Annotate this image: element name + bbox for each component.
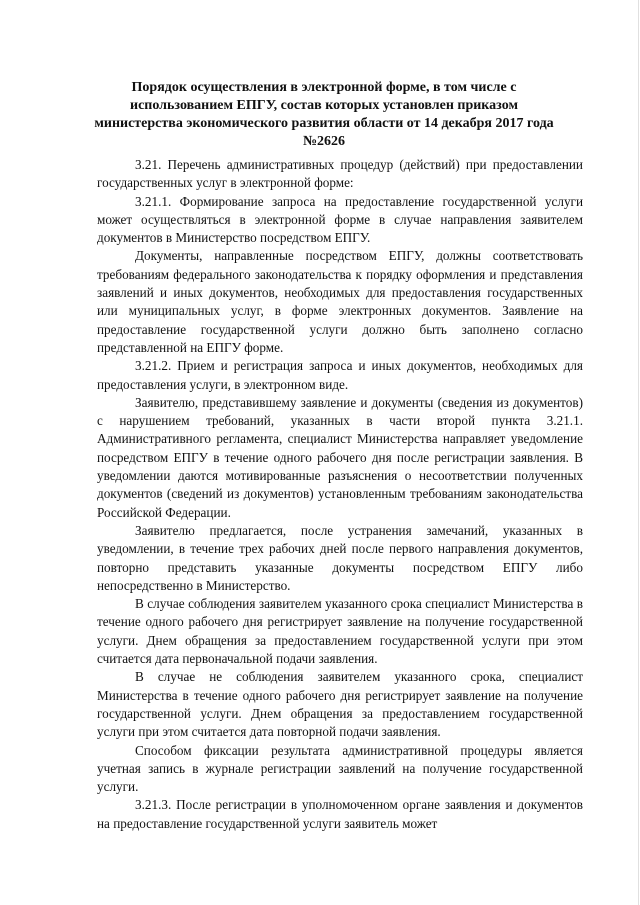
- paragraph-fixation-method: Способом фиксации результата административной процедуры является учетная запись в журнале регистрации заявлений на получение государственной услуги.: [97, 742, 583, 795]
- document-title: [90, 79, 558, 151]
- paragraph-resubmission: Заявителю предлагается, после устранения замечаний, указанных в уведомлении, в течение трех рабочих дней после первого направления документов, повторно представить указанные документы посредством ЕПГУ либо непосредственно в Министерство.: [97, 522, 583, 593]
- paragraph-documents-requirements: Документы, направленные посредством ЕПГУ, должны соответствовать требованиям федерального законодательства к порядку оформления и представления заявлений и иных документов, необходимых для предоставления государственных или муниципальных услуг, в форме электронных документов. Заявление на предоставление государственной услуги должно быть заполнено согласно представленной на ЕПГУ форме.: [97, 248, 583, 355]
- paragraph-3-21: 3.21. Перечень административных процедур (действий) при предоставлении государственных услуг в электронной форме:: [97, 157, 583, 191]
- paragraph-3-21-3: 3.21.3. После регистрации в уполномоченном органе заявления и документов на предоставление государственной услуги заявитель может: [97, 797, 583, 831]
- paragraph-deadline-met: В случае соблюдения заявителем указанного срока специалист Министерства в течение одного рабочего дня регистрирует заявление на получение государственной услуги. Днем обращения за предоставлением государственной услуги при этом считается дата первоначальной подачи заявления.: [97, 596, 583, 667]
- title-line: №2626: [302, 134, 346, 149]
- title-line: Порядок осуществления в электронной форме, в том числе с: [131, 80, 517, 95]
- paragraph-3-21-2: 3.21.2. Прием и регистрация запроса и иных документов, необходимых для предоставления услуги, в электронном виде.: [97, 358, 583, 392]
- document-body: [97, 156, 583, 833]
- scan-edge-divider: [638, 0, 639, 905]
- title-line: министерства экономического развития области от 14 декабря 2017 года: [94, 116, 554, 131]
- paragraph-3-21-1: 3.21.1. Формирование запроса на предоставление государственной услуги может осуществляться в электронной форме в случае направления заявителем документов в Министерство посредством ЕПГУ.: [97, 193, 583, 246]
- paragraph-deadline-missed: В случае не соблюдения заявителем указанного срока, специалист Министерства в течение одного рабочего дня регистрирует заявление на получение государственной услуги. Днем обращения за предоставлением государственной услуги при этом считается дата повторной подачи заявления.: [97, 669, 583, 740]
- paragraph-violation-notice: Заявителю, представившему заявление и документы (сведения из документов) с нарушением требований, указанных в части второй пункта 3.21.1. Административного регламента, специалист Министерства направляет уведомление посредством ЕПГУ в течение одного рабочего дня после регистрации заявления. В уведомлении даются мотивированные разъяснения о несоответствии полученных документов (сведений из документов) установленным требованиям законодательства Российской Федерации.: [97, 394, 583, 520]
- title-line: использованием ЕПГУ, состав которых установлен приказом: [130, 98, 518, 113]
